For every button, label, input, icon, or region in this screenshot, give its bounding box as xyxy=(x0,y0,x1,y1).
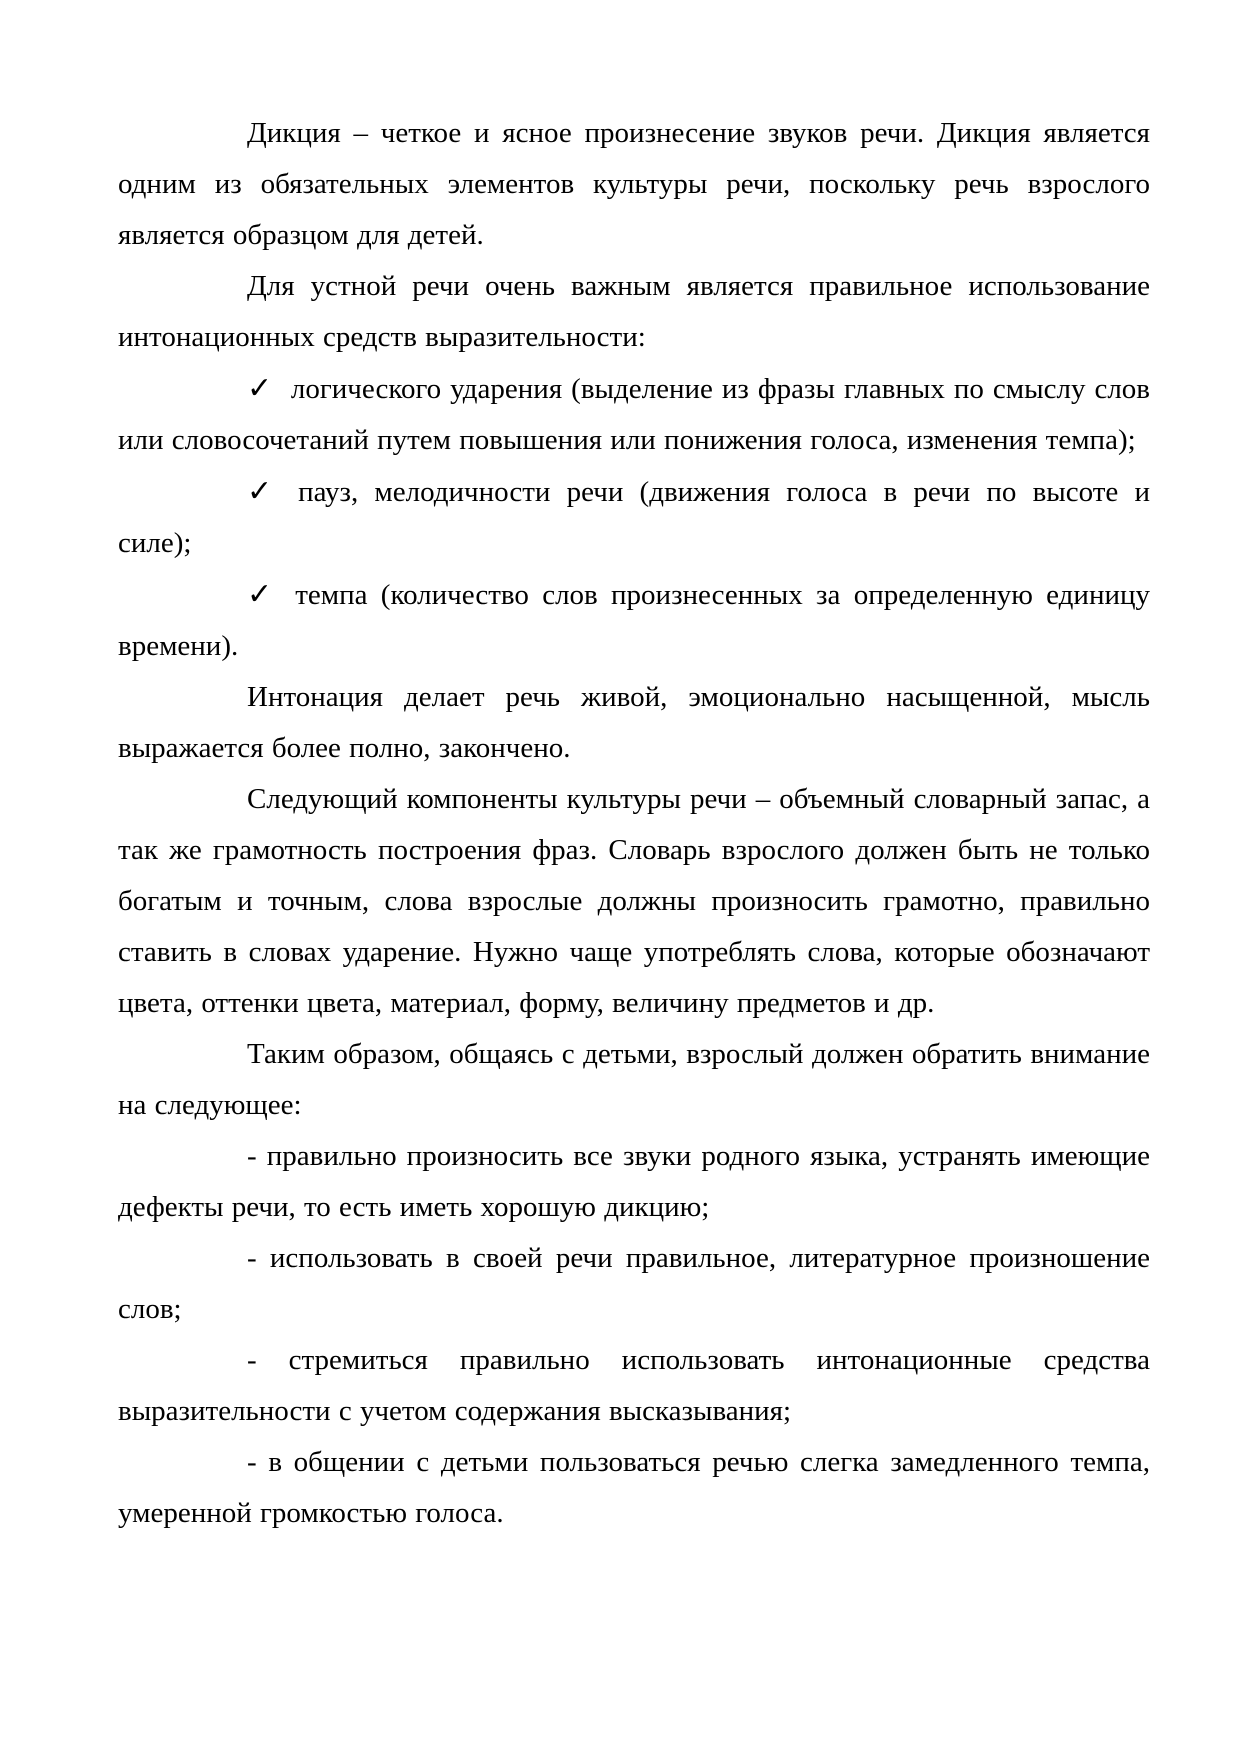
checkmark-bullet-icon: ✓ xyxy=(247,371,273,406)
dash-list-item-intonation-means: - стремиться правильно использовать интонационные средства выразительности с учетом содержания высказывания; xyxy=(118,1344,1150,1427)
paragraph-thus-attention: Таким образом, общаясь с детьми, взрослый должен обратить внимание на следующее: xyxy=(118,1038,1150,1121)
check-list-item-logical-stress xyxy=(118,363,1150,466)
dash-list-item-pronounce-sounds: - правильно произносить все звуки родного языка, устранять имеющие дефекты речи, то есть иметь хорошую дикцию; xyxy=(118,1140,1150,1223)
dash-list-item-slow-tempo: - в общении с детьми пользоваться речью слегка замедленного темпа, умеренной громкостью голоса. xyxy=(118,1446,1150,1529)
check-list-item-text: пауз, мелодичности речи (движения голоса в речи по высоте и силе); xyxy=(118,476,1150,559)
checkmark-bullet-icon: ✓ xyxy=(247,474,281,509)
paragraph-oral-speech: Для устной речи очень важным является правильное использование интонационных средств выразительности: xyxy=(118,270,1150,353)
check-list-item-tempo xyxy=(118,569,1150,672)
paragraph-intonation: Интонация делает речь живой, эмоционально насыщенной, мысль выражается более полно, закончено. xyxy=(118,681,1150,764)
dash-list-item-literary-pronunciation: - использовать в своей речи правильное, литературное произношение слов; xyxy=(118,1242,1150,1325)
checkmark-bullet-icon: ✓ xyxy=(247,577,278,612)
paragraph-vocabulary: Следующий компоненты культуры речи – объемный словарный запас, а так же грамотность построения фраз. Словарь взрослого должен быть не только богатым и точным, слова взрослые должны произносить грамотно, правильно ставить в словах ударение. Нужно чаще употреблять слова, которые обозначают цвета, оттенки цвета, материал, форму, величину предметов и др. xyxy=(118,783,1150,1019)
check-list-item-pauses xyxy=(118,466,1150,569)
paragraph-diction-intro: Дикция – четкое и ясное произнесение звуков речи. Дикция является одним из обязательных элементов культуры речи, поскольку речь взрослого является образцом для детей. xyxy=(118,117,1150,251)
check-list-item-text: темпа (количество слов произнесенных за определенную единицу времени). xyxy=(118,579,1150,662)
check-list-item-text: логического ударения (выделение из фразы главных по смыслу слов или словосочетаний путем повышения или понижения голоса, изменения темпа); xyxy=(118,373,1150,456)
